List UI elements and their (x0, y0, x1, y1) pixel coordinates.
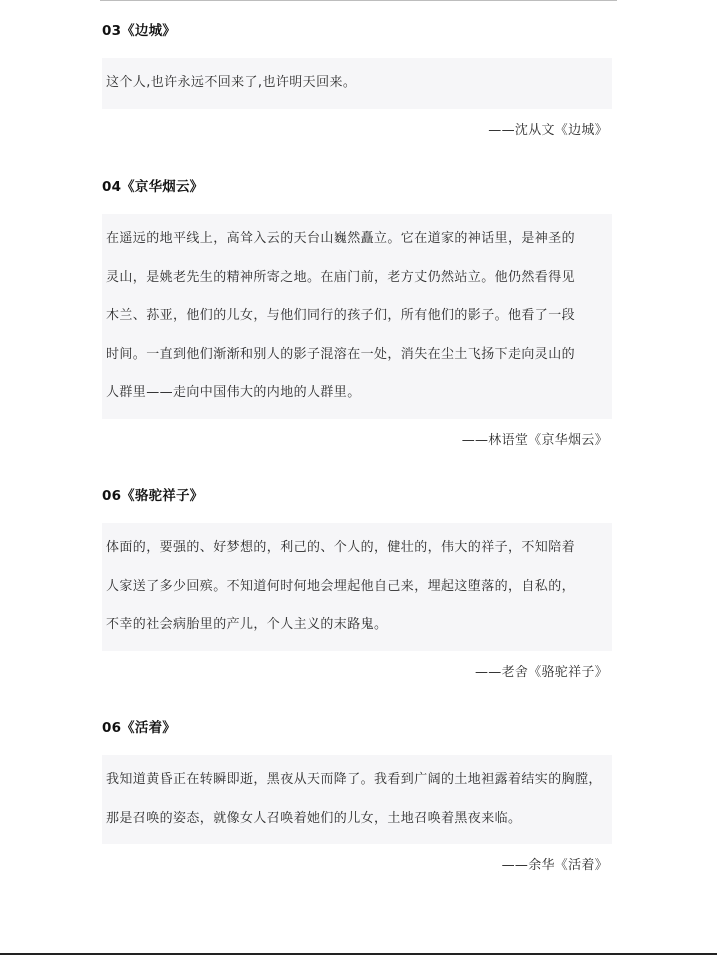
section-heading: 03《边城》 (102, 23, 176, 39)
quote-text (106, 64, 606, 103)
quote-section-jinghuayanyun (102, 178, 612, 451)
quote-line: 灵山，是姚老先生的精神所寄之地。在庙门前，老方丈仍然站立。他仍然看得见 (106, 269, 576, 285)
quote-section-biancheng (102, 22, 612, 141)
quote-box (102, 755, 612, 844)
bottom-divider (0, 953, 717, 955)
quote-attribution: ——老舍《骆驼祥子》 (475, 664, 608, 680)
quote-line: 不幸的社会病胎里的产儿，个人主义的末路鬼。 (106, 617, 388, 632)
quote-line: 体面的，要强的、好梦想的，利己的、个人的，健壮的，伟大的祥子，不知陪着 (106, 540, 576, 555)
section-heading: 06《骆驼祥子》 (102, 488, 204, 504)
quote-line: 我知道黄昏正在转瞬即逝，黑夜从天而降了。我看到广阔的土地袒露着结实的胸膛， (106, 772, 602, 787)
quote-attribution: ——沈从文《边城》 (488, 122, 608, 138)
quote-section-luotuoxiangzi (102, 487, 612, 683)
quote-box (102, 523, 612, 651)
quote-line: 在遥远的地平线上，高耸入云的天台山巍然矗立。它在道家的神话里，是神圣的 (106, 231, 576, 246)
top-divider (100, 0, 617, 1)
quote-line: 时间。一直到他们渐渐和别人的影子混溶在一处，消失在尘土飞扬下走向灵山的 (106, 346, 576, 362)
quote-line: 人群里——走向中国伟大的内地的人群里。 (106, 385, 361, 400)
quote-text (106, 529, 606, 645)
quote-attribution: ——林语堂《京华烟云》 (461, 432, 608, 448)
quote-line: 人家送了多少回殡。不知道何时何地会埋起他自己来，埋起这堕落的，自私的， (106, 578, 576, 594)
quote-box (102, 58, 612, 109)
quote-attribution: ——余华《活着》 (501, 858, 608, 873)
section-heading: 06《活着》 (102, 720, 176, 736)
quote-line: 那是召唤的姿态，就像女人召唤着她们的儿女，土地召唤着黑夜来临。 (106, 810, 522, 826)
quote-text (106, 220, 606, 413)
quote-text (106, 761, 606, 838)
quote-line: 这个人,也许永远不回来了,也许明天回来。 (106, 75, 357, 90)
quote-section-huozhe (102, 719, 612, 876)
section-heading: 04《京华烟云》 (102, 179, 204, 195)
quote-line: 木兰、荪亚，他们的儿女，与他们同行的孩子们，所有他们的影子。他看了一段 (106, 308, 576, 323)
quote-box (102, 214, 612, 419)
